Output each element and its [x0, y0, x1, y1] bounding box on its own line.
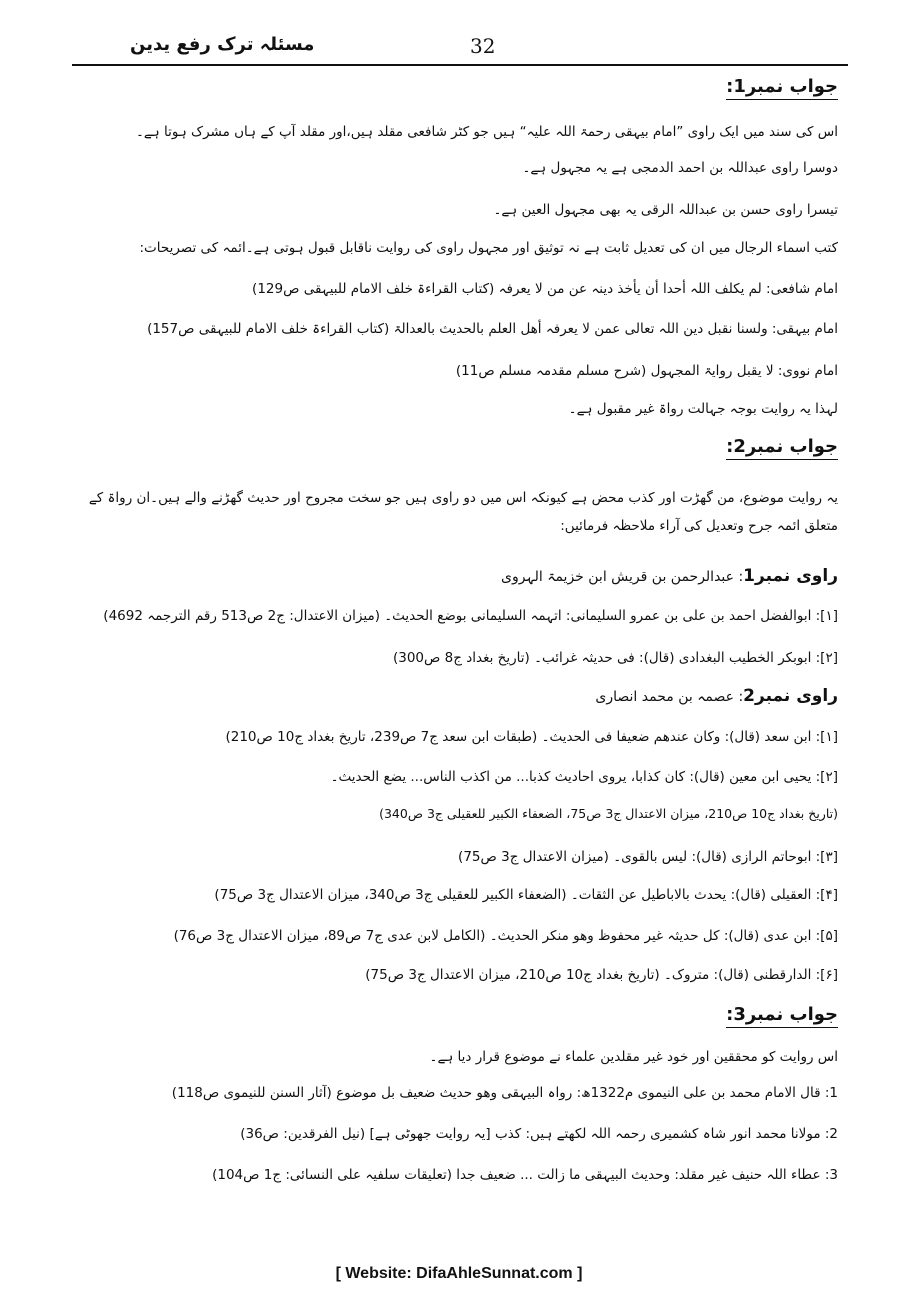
narrator2-item: [۴]: العقیلی (قال): یحدث بالاباطیل عن الثقات۔ (الضعفاء الکبیر للعقیلی ج3 ص340، میزان الاعتدال ج3 ص75)	[214, 887, 838, 903]
answer1-line: تیسرا راوی حسن بن عبداللہ الرقی یہ بھی مجہول العین ہے۔	[493, 202, 838, 218]
narrator2-item: [۱]: ابن سعد (قال): وکان عندھم ضعیفا فی الحدیث۔ (طبقات ابن سعد ج7 ص239، تاریخ بغداد ج10 ص210)	[225, 729, 838, 745]
answer3-line: 1: قال الامام محمد بن علی النیموی م1322ھ: رواہ البیہقی وھو حدیث ضعیف بل موضوع (آثار السنن للنیموی ص118)	[171, 1085, 838, 1101]
narrator1-name: : عبدالرحمن بن قریش ابن خزیمۃ الہروی	[501, 569, 744, 585]
narrator1-label: راوی نمبر1	[743, 566, 838, 586]
website-footer: [ Website: DifaAhleSunnat.com ]	[335, 1265, 583, 1282]
narrator2-item: [۲]: یحیی ابن معین (قال): کان کذابا، یروی احادیث کذبا... من اکذب الناس... یضع الحدیث۔	[330, 769, 838, 785]
answer3-line: 3: عطاء اللہ حنیف غیر مقلد: وحدیث البیہقی ما زالت ... ضعیف جدا (تعلیقات سلفیہ علی النسائی: ج1 ص104)	[212, 1167, 838, 1183]
narrator1-title	[501, 566, 838, 586]
answer1-heading: جواب نمبر1:	[726, 76, 838, 100]
book-title: مسئلہ ترک رفع یدین	[130, 34, 315, 55]
answer1-line: امام نووی: لا یقبل روایۃ المجہول (شرح مسلم مقدمہ مسلم ص11)	[455, 363, 838, 379]
narrator2-item: [۶]: الدارقطنی (قال): متروک۔ (تاریخ بغداد ج10 ص210، میزان الاعتدال ج3 ص75)	[365, 967, 838, 983]
answer2-heading: جواب نمبر2:	[726, 436, 838, 460]
narrator2-name: : عصمہ بن محمد انصاری	[595, 689, 744, 705]
header-divider	[72, 64, 848, 66]
answer1-line: امام شافعی: لم یکلف اللہ أحدا أن یأخذ دینہ عن من لا یعرفہ (کتاب القراءۃ خلف الامام للبیہقی ص129)	[252, 281, 838, 297]
narrator2-item-reference: (تاریخ بغداد ج10 ص210، میزان الاعتدال ج3 ص75، الضعفاء الکبیر للعقیلی ج3 ص340)	[379, 806, 838, 821]
narrator2-item: [۵]: ابن عدی (قال): کل حدیثہ غیر محفوظ وھو منکر الحدیث۔ (الکامل لابن عدی ج7 ص89، میزان الاعتدال ج3 ص76)	[173, 928, 838, 944]
answer1-line: کتب اسماء الرجال میں ان کی تعدیل ثابت ہے نہ توثیق اور مجہول راوی کی روایت ناقابل قبول ہوتی ہے۔ائمہ کی تصریحات:	[139, 240, 838, 256]
answer1-line: امام بیہقی: ولسنا نقبل دین اللہ تعالی عمن لا یعرفہ أھل العلم بالحدیث بالعدالۃ (کتاب القراءۃ خلف الامام للبیہقی ص157)	[147, 321, 838, 337]
answer3-line: اس روایت کو محققین اور خود غیر مقلدین علماء نے موضوع قرار دیا ہے۔	[429, 1049, 838, 1065]
narrator2-label: راوی نمبر2	[743, 686, 838, 706]
answer1-line: دوسرا راوی عبداللہ بن احمد الدمجی ہے یہ مجہول ہے۔	[522, 160, 838, 176]
narrator1-item: [۲]: ابوبکر الخطیب البغدادی (قال): فی حدیثہ غرائب۔ (تاریخ بغداد ج8 ص300)	[392, 650, 838, 666]
page-number: 32	[470, 34, 496, 58]
narrator2-item: [۳]: ابوحاتم الرازی (قال): لیس بالقوی۔ (میزان الاعتدال ج3 ص75)	[458, 849, 838, 865]
answer1-line: اس کی سند میں ایک راوی ”امام بیہقی رحمۃ اللہ علیہ“ ہیں جو کٹر شافعی مقلد ہیں،اور مقلد آپ کے ہاں مشرک ہوتا ہے۔	[135, 124, 838, 140]
answer3-heading: جواب نمبر3:	[726, 1004, 838, 1028]
answer1-line: لہذا یہ روایت بوجہ جہالت رواۃ غیر مقبول ہے۔	[568, 401, 838, 417]
answer3-line: 2: مولانا محمد انور شاہ کشمیری رحمہ اللہ لکھتے ہیں: کذب [یہ روایت جھوٹی ہے] (نیل الفرقدین: ص36)	[240, 1126, 838, 1142]
narrator2-title	[595, 686, 838, 706]
answer2-intro: یہ روایت موضوع، من گھڑت اور کذب محض ہے کیونکہ اس میں دو راوی ہیں جو سخت مجروح اور حدیث گھڑنے والے ہیں۔ان رواۃ کے متعلق ائمہ جرح وتعدیل کی آراء ملاحظہ فرمائیں:	[88, 490, 838, 534]
narrator1-item: [۱]: ابوالفضل احمد بن علی بن عمرو السلیمانی: اتہمہ السلیمانی بوضع الحدیث۔ (میزان الاعتدال: ج2 ص513 رقم الترجمہ 4692)	[103, 608, 838, 624]
